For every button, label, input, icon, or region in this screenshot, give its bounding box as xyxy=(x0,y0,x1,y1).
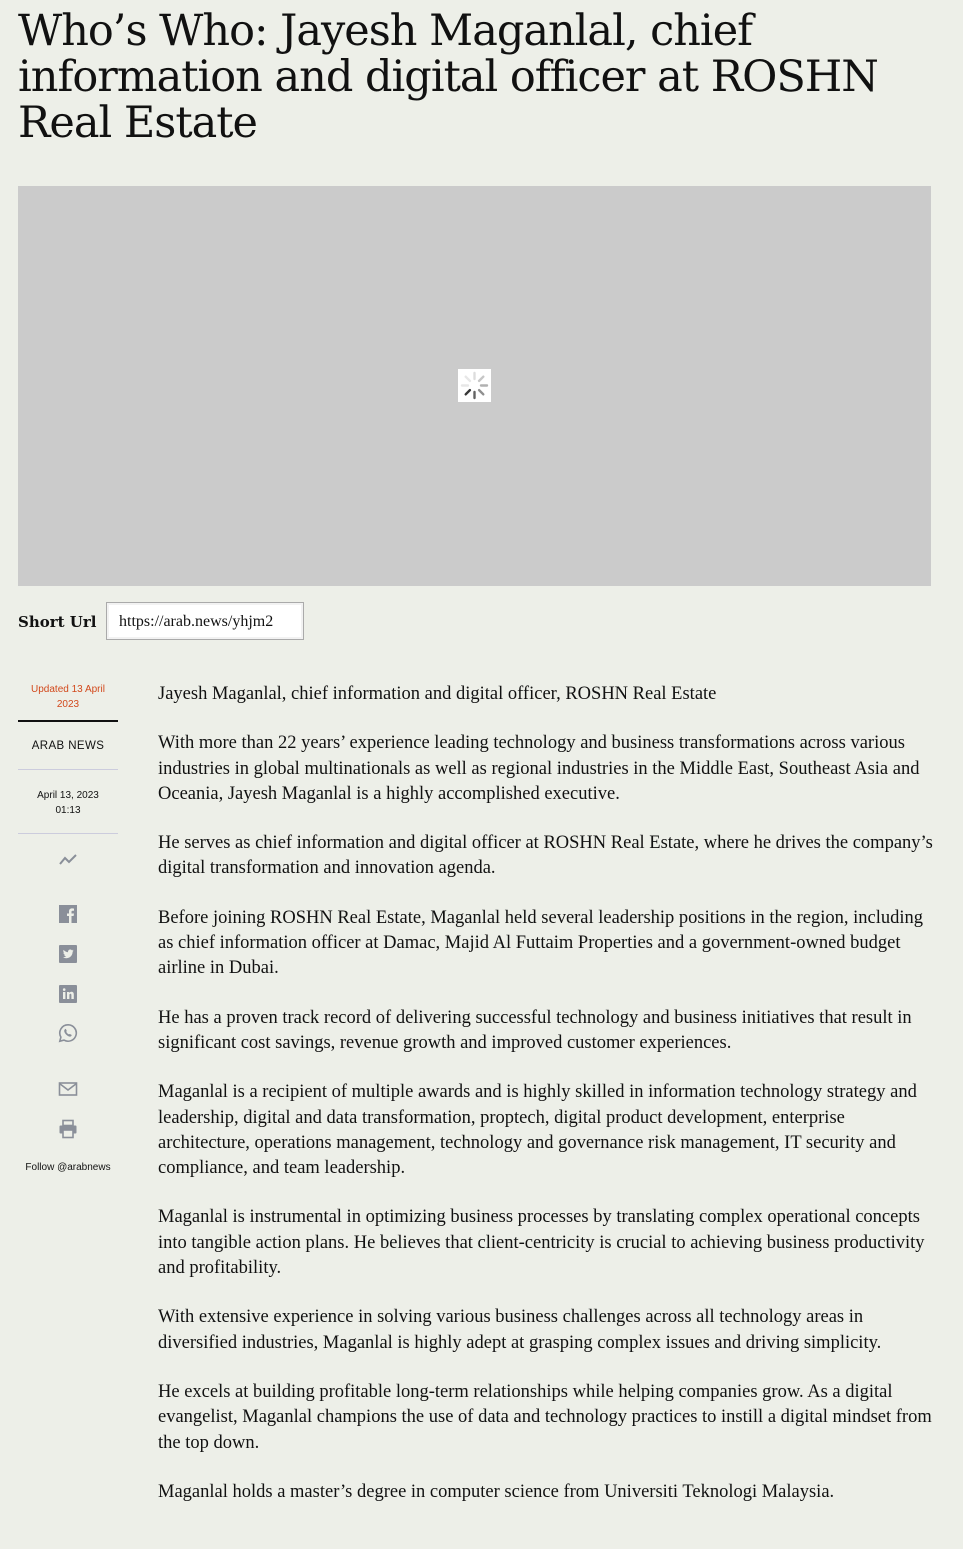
article-paragraph: He has a proven track record of delivering successful technology and business initiatives that result in significant cost savings, revenue growth and improved customer experiences. xyxy=(158,1007,912,1053)
email-icon[interactable] xyxy=(58,1079,78,1099)
follow-link[interactable]: Follow @arabnews xyxy=(25,1162,111,1173)
trending-icon[interactable] xyxy=(58,850,78,870)
article-paragraph: Maganlal is a recipient of multiple awards and is highly skilled in information technology strategy and leadership, digital and data transformation, proptech, digital product development, enterprise architecture, operations management, technology and governance risk management, IT security and compliance, and team leadership. xyxy=(158,1082,917,1179)
short-url-label: Short Url xyxy=(18,613,97,631)
print-icon[interactable] xyxy=(58,1119,78,1139)
twitter-icon[interactable] xyxy=(58,944,78,964)
article-image-placeholder xyxy=(18,186,931,586)
author-name[interactable]: ARAB NEWS xyxy=(31,740,105,752)
article-paragraph: Before joining ROSHN Real Estate, Maganlal held several leadership positions in the region, including as chief information officer at Damac, Majid Al Futtaim Properties and a government-owned budget airline in Dubai. xyxy=(158,907,924,979)
article-title: Who’s Who: Jayesh Maganlal, chief information and digital officer at ROSHN Real Estate xyxy=(18,6,878,148)
whatsapp-icon[interactable] xyxy=(58,1023,78,1043)
loading-spinner-icon xyxy=(458,369,491,402)
article-paragraph: With extensive experience in solving various business challenges across all technology areas in diversified industries, Maganlal is highly adept at grasping complex issues and driving simplicity. xyxy=(158,1307,882,1353)
article-paragraph: He serves as chief information and digital officer at ROSHN Real Estate, where he drives the company’s digital transformation and innovation agenda. xyxy=(158,833,933,879)
article-paragraph: He excels at building profitable long-term relationships while helping companies grow. As a digital evangelist, Maganlal champions the use of data and technology practices to instill a digital mindset from the top down. xyxy=(158,1381,932,1453)
updated-timestamp xyxy=(18,680,118,720)
publish-date-day: April 13, 2023 xyxy=(37,790,99,801)
short-url-field[interactable]: https://arab.news/yhjm2 xyxy=(106,602,304,640)
article-sidebar xyxy=(18,680,118,1173)
updated-year: 2023 xyxy=(56,699,80,710)
article-body xyxy=(158,682,933,1529)
publish-date xyxy=(18,770,118,833)
article-paragraph: Maganlal holds a master’s degree in computer science from Universiti Teknologi Malaysia. xyxy=(158,1481,835,1502)
article-paragraph: Maganlal is instrumental in optimizing business processes by translating complex operational concepts into tangible action plans. He believes that client-centricity is crucial to achieving business productivity and profitability. xyxy=(158,1207,925,1279)
linkedin-icon[interactable] xyxy=(58,984,78,1004)
publish-date-time: 01:13 xyxy=(55,805,81,816)
facebook-icon[interactable] xyxy=(58,904,78,924)
divider xyxy=(18,833,118,834)
updated-line: Updated 13 April xyxy=(31,684,105,695)
article-paragraph: With more than 22 years’ experience leading technology and business transformations across various industries in global multinationals as well as regional industries in the Middle East, Southeast Asia and Oceania, Jayesh Maganlal is a highly accomplished executive. xyxy=(158,733,920,804)
article-paragraph: Jayesh Maganlal, chief information and digital officer, ROSHN Real Estate xyxy=(158,684,717,704)
